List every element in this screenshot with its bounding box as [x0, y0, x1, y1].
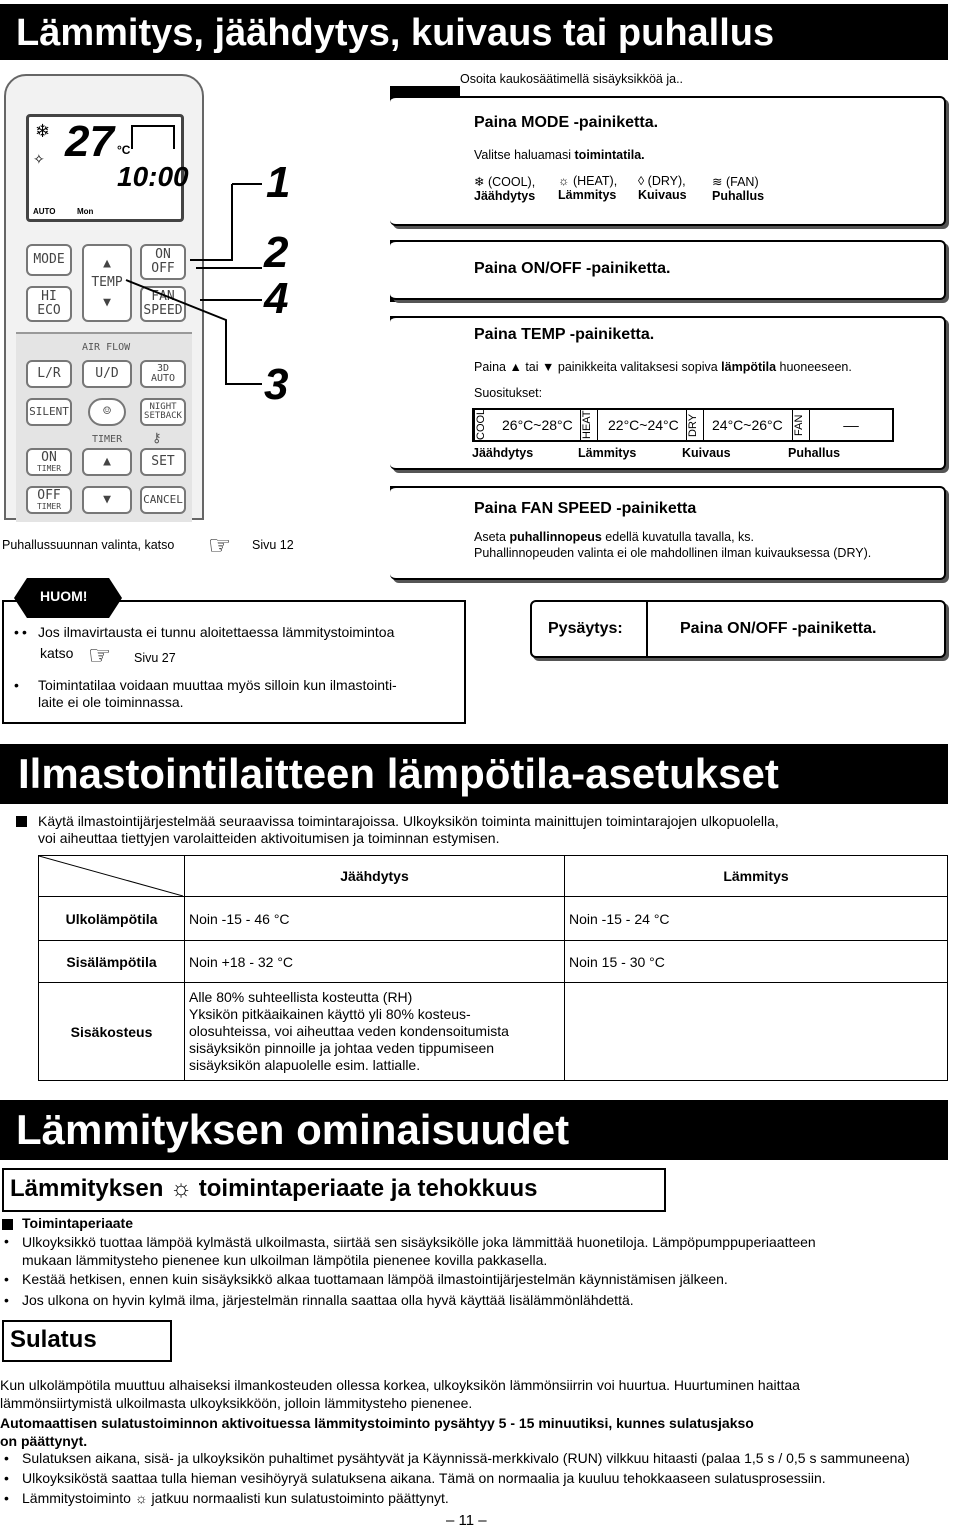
lcd-mon: Mon: [77, 207, 94, 216]
sun-icon: ☼: [134, 1490, 148, 1506]
step-3-subtext: Paina ▲ tai ▼ painikkeita valitaksesi sopiva lämpötila huoneeseen.: [474, 360, 852, 374]
col-header-cool: Jäähdytys: [185, 856, 565, 897]
triangle-down-icon: ▼: [542, 360, 555, 374]
step-3-heading: Paina TEMP -painiketta.: [474, 326, 655, 343]
bullet-dot: •: [4, 1470, 9, 1486]
row-label-indoor: Sisälämpötila: [39, 941, 185, 983]
callout-4: 4: [264, 274, 289, 323]
rec-heat-range: 22°C~24°C: [608, 417, 679, 433]
lcd-unit: °C: [117, 143, 131, 157]
section-title-1: Lämmitys, jäähdytys, kuivaus tai puhallus: [16, 12, 775, 54]
huom-label: HUOM!: [40, 588, 88, 604]
stop-label: Pysäytys:: [548, 620, 623, 637]
rec-fan-tag: FAN: [792, 410, 810, 440]
night-setback-button[interactable]: NIGHT SETBACK: [140, 398, 186, 426]
square-bullet-icon: [2, 1219, 13, 1230]
rec-heat-name: Lämmitys: [578, 446, 637, 460]
section-banner-2: [0, 744, 948, 804]
huom-page[interactable]: Sivu 27: [134, 651, 176, 665]
sulatus-bullet-3: Lämmitystoiminto ☼ jatkuu normaalisti kun sulatustoiminto päättynyt.: [22, 1490, 449, 1506]
section-title-2: Ilmastointilaitteen lämpötila-asetukset: [18, 750, 779, 797]
step-3-card: [390, 316, 946, 470]
rec-fan-range: ––: [843, 417, 859, 433]
fan-speed-button[interactable]: FAN SPEED: [140, 286, 186, 322]
step-1-subtext: Valitse haluamasi toimintatila.: [474, 148, 645, 162]
timer-up-button[interactable]: [82, 448, 132, 476]
mode-dry: ◊ (DRY), Kuivaus: [638, 174, 687, 202]
sulatus-text: Kun ulkolämpötila muuttuu alhaiseksi ilmankosteuden ollessa korkea, ulkoyksikön lämmönsiirrin voi huurtua. Huurtuminen haittaa lämmönsiirtymistä ulkoilmasta ulkoyksikköön, jolloin lämmitysteho pienenee.: [0, 1377, 800, 1411]
principle-bullet-2: Kestää hetkisen, ennen kuin sisäyksikkö alkaa tuottamaan lämpöä ilmastointijärjestelmän käynnistämisen jälkeen.: [22, 1271, 728, 1287]
limits-table: [38, 855, 948, 1081]
square-bullet-icon: [16, 816, 27, 827]
3d-auto-button[interactable]: 3D AUTO: [140, 360, 186, 388]
bullet-dot: •: [4, 1490, 9, 1506]
on-off-button[interactable]: ON OFF: [140, 244, 186, 280]
stop-box: [530, 600, 946, 658]
temp-down-icon[interactable]: ▼: [103, 294, 111, 310]
timer-label: TIMER: [92, 434, 123, 445]
rec-heat-tag: HEAT: [580, 410, 598, 440]
step-4-card: [390, 486, 946, 580]
bullet-dot: •: [4, 1271, 9, 1287]
key-icon: ⚷: [152, 430, 162, 445]
callout-2: 2: [264, 228, 289, 277]
section-banner-3: [0, 1100, 948, 1160]
lcd-auto: AUTO: [33, 207, 56, 216]
recommend-label: Suositukset:: [474, 386, 543, 400]
callout-lines: [0, 0, 300, 420]
principle-bullet-1: Ulkoyksikkö tuottaa lämpöä kylmästä ulkoilmasta, siirtää sen sisäyksikölle joka lämmittää huonetiloja. Lämpöpumppuperiaatteen mukaan lämmitysteho pienenee kun ulkoilman lämpötila pienenee kovilla pakkasella.: [22, 1234, 816, 1268]
stop-action: Paina ON/OFF -painiketta.: [680, 620, 877, 637]
cell-indoor-cool: Noin +18 - 32 °C: [185, 941, 565, 983]
step-4-line2: Puhallinnopeuden valinta ei ole mahdollinen ilman kuivauksessa (DRY).: [474, 546, 872, 560]
step-4-heading: Paina FAN SPEED -painiketta: [474, 500, 697, 517]
step-1-heading: Paina MODE -painiketta.: [474, 114, 659, 131]
cell-outdoor-heat: Noin -15 - 24 °C: [565, 897, 948, 941]
airflow-label: AIR FLOW: [82, 342, 131, 353]
row-label-outdoor: Ulkolämpötila: [39, 897, 185, 941]
bullet-dot: •: [14, 677, 19, 693]
row-label-humidity: Sisäkosteus: [39, 983, 185, 1081]
step-1-card: [390, 96, 946, 226]
set-button[interactable]: SET: [140, 448, 186, 476]
timer-down-button[interactable]: [82, 486, 132, 514]
step-2-heading: Paina ON/OFF -painiketta.: [474, 260, 671, 277]
cancel-button[interactable]: CANCEL: [140, 486, 186, 514]
ud-button[interactable]: U/D: [82, 360, 132, 388]
intro-text: Osoita kaukosäätimellä sisäyksikköä ja..: [460, 72, 684, 86]
callout-1: 1: [266, 158, 291, 207]
bullet-dot: •: [4, 1450, 9, 1466]
stop-divider: [646, 602, 648, 656]
airflow-note-page[interactable]: Sivu 12: [252, 538, 294, 552]
face-icon: ☺: [103, 404, 111, 420]
off-timer-button[interactable]: OFF TIMER: [26, 486, 72, 514]
sulatus-bold: Automaattisen sulatustoiminnon aktivoituessa lämmitystoiminto pysähtyy 5 - 15 minuutiksi, kunnes sulatusjakso on päättynyt.: [0, 1415, 754, 1449]
rec-fan-name: Puhallus: [788, 446, 841, 460]
airflow-note: Puhallussuunnan valinta, katso: [2, 538, 175, 552]
rec-cool-name: Jäähdytys: [472, 446, 534, 460]
cell-indoor-heat: Noin 15 - 30 °C: [565, 941, 948, 983]
recommend-box: [472, 408, 894, 442]
rec-cool-range: 26°C~28°C: [502, 417, 573, 433]
mode-button[interactable]: MODE: [26, 244, 72, 276]
mode-heat: ☼ (HEAT), Lämmitys: [558, 174, 618, 202]
lr-button[interactable]: L/R: [26, 360, 72, 388]
temp-button[interactable]: ▲ TEMP ▼: [82, 244, 132, 322]
huom-bullet-1: Jos ilmavirtausta ei tunnu aloitettaessa lämmitystoimintoa: [38, 624, 395, 640]
sulatus-bullet-1: Sulatuksen aikana, sisä- ja ulkoyksikön puhaltimet pysähtyvät ja Käynnissä-merkkivalo (RUN) vilkkuu hitaasti (palaa 1,5 s / 0,5 s sammuneena): [22, 1450, 910, 1466]
hand-pointer-icon: ☞: [208, 530, 232, 560]
sun-icon: ☼: [170, 1175, 193, 1202]
arrow-down-icon: ▼: [103, 492, 111, 508]
rec-dry-range: 24°C~26°C: [712, 417, 783, 433]
hand-pointer-icon: ☞: [88, 640, 112, 670]
sun-icon: ☼: [558, 174, 570, 188]
huom-bullet-2: Toimintatilaa voidaan muuttaa myös silloin kun ilmastointi- laite ei ole toiminnassa.: [38, 677, 397, 710]
fan-icon: ≋: [712, 175, 723, 189]
step-2-card: [390, 240, 946, 300]
cell-humidity-heat: [565, 983, 948, 1081]
bullet-dot: •: [4, 1233, 9, 1249]
silent-button[interactable]: SILENT: [26, 398, 72, 426]
sparkle-icon: ✧: [33, 151, 45, 167]
step-4-line1: Aseta puhallinnopeus edellä kuvatulla tavalla, ks.: [474, 530, 754, 544]
on-timer-button[interactable]: ON TIMER: [26, 448, 72, 476]
sulatus-bullet-2: Ulkoyksiköstä saattaa tulla hieman vesihöyryä sulatuksena aikana. Tämä on normaalia ja kuuluu tehokkaaseen sulatusprosessiin.: [22, 1470, 826, 1486]
principle-heading: Toimintaperiaate: [22, 1215, 133, 1231]
snowflake-icon: ❄: [474, 175, 485, 189]
hi-eco-button[interactable]: HI ECO: [26, 286, 72, 322]
temp-up-icon[interactable]: ▲: [103, 255, 111, 271]
mode-cool: ❄ (COOL), Jäähdytys: [474, 175, 536, 203]
table-corner: [39, 856, 185, 897]
callout-3: 3: [264, 360, 289, 409]
cell-outdoor-cool: Noin -15 - 46 °C: [185, 897, 565, 941]
bullet-dot: •: [14, 624, 19, 640]
mode-fan: ≋ (FAN) Puhallus: [712, 175, 765, 203]
huom-katso: katso: [40, 645, 74, 661]
drop-icon: ◊: [638, 174, 645, 188]
triangle-up-icon: ▲: [509, 360, 522, 374]
rec-cool-tag: COOL: [474, 410, 492, 440]
rec-dry-name: Kuivaus: [682, 446, 731, 460]
col-header-heat: Lämmitys: [565, 856, 948, 897]
lcd-temp: 27: [65, 117, 114, 166]
sulatus-heading: Sulatus: [10, 1326, 97, 1353]
arrow-up-icon: ▲: [103, 454, 111, 470]
principle-bullet-3: Jos ulkona on hyvin kylmä ilma, järjestelmän rinnalla saattaa olla hyvä käyttää lisälämmönlähdettä.: [22, 1292, 634, 1308]
lcd-time: 10:00: [117, 161, 189, 192]
bullet-dot: •: [4, 1292, 9, 1308]
cell-humidity-cool: Alle 80% suhteellista kosteutta (RH) Yksikön pitkäaikainen käyttö yli 80% kosteus- olosuhteissa, voi aiheuttaa veden kondensoitumista sisäyksikön pinnoille ja johtaa veden tippumiseen sisäyksikön alapuolelle esim. lattialle.: [185, 983, 565, 1081]
limits-intro: Käytä ilmastointijärjestelmää seuraavissa toimintarajoissa. Ulkoyksikön toiminta mainittujen toimintarajojen ulkopuolella, voi aiheuttaa tiettyjen varolaitteiden aktivoitumisen ja toiminnan estymisen.: [38, 813, 779, 846]
subheading: Lämmityksen ☼ toimintaperiaate ja tehokkuus: [10, 1175, 538, 1202]
page-number: – 11 –: [446, 1512, 487, 1529]
rec-dry-tag: DRY: [686, 410, 704, 440]
section-title-3: Lämmityksen ominaisuudet: [16, 1106, 570, 1153]
snowflake-icon: ❄: [35, 121, 51, 141]
